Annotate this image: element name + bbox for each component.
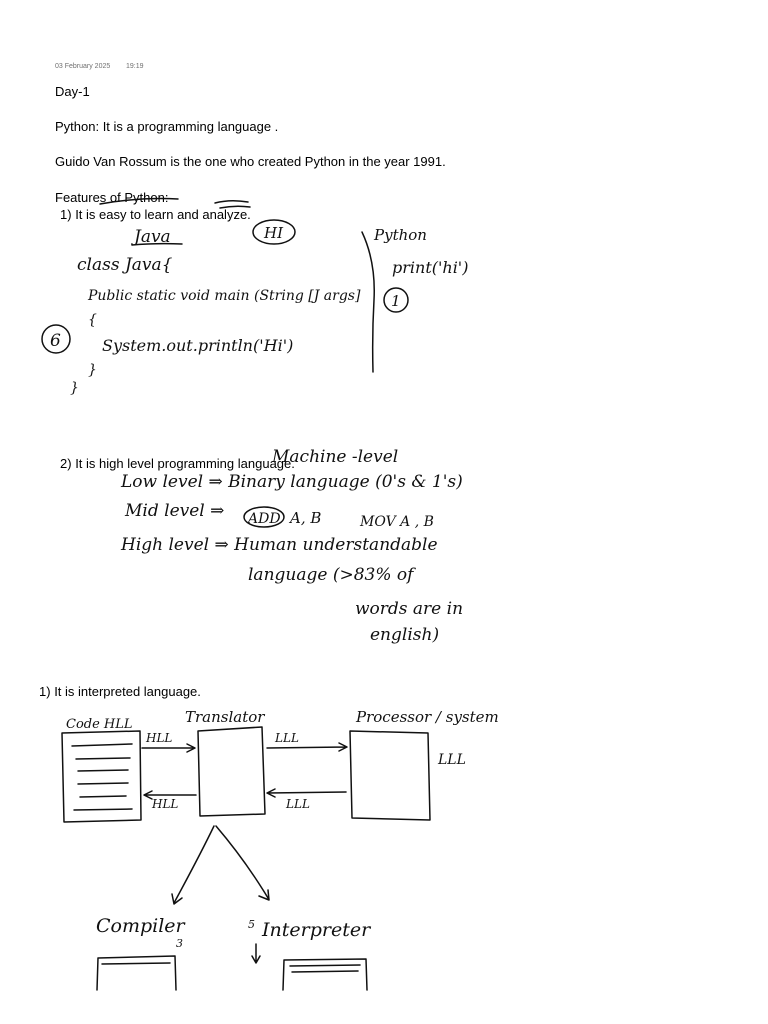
hw-hi: HI: [264, 224, 284, 242]
ink-down-arrow: [252, 944, 260, 963]
hw-mov: MOV A , B: [360, 514, 434, 530]
hw-print-hi: print('hi'): [392, 258, 469, 277]
hw-processor: Processor / system: [356, 708, 499, 726]
hw-python: Python: [374, 226, 427, 244]
hw-machine-level: Machine -level: [272, 447, 399, 467]
ink-interpreter-box: [283, 959, 367, 990]
ink-arrow-lll-left: [267, 789, 346, 797]
hw-java: Java: [134, 227, 171, 247]
feature-text: It is high level programming language.: [75, 456, 295, 471]
feature-number: 1): [39, 684, 51, 699]
page-title: Day-1: [55, 84, 90, 99]
hw-words: words are in: [355, 599, 464, 619]
hw-translator: Translator: [185, 708, 265, 726]
hw-class-java: class Java{: [77, 255, 173, 275]
ink-compiler-box: [97, 956, 176, 990]
feature-text: It is interpreted language.: [54, 684, 201, 699]
ink-underline-marks: [215, 201, 250, 208]
feature-number: 1): [60, 207, 72, 222]
hw-add: ADD: [248, 511, 281, 527]
hw-low-level: Low level ⇒ Binary language (0's & 1's): [121, 472, 463, 492]
hw-high-level: High level ⇒ Human understandable: [121, 535, 438, 555]
hw-compiler: Compiler: [96, 915, 185, 937]
note-time: 19:19: [126, 63, 144, 70]
hw-six: 6: [50, 331, 61, 351]
hw-english: english): [370, 625, 440, 645]
hw-brace-close-2: }: [70, 380, 79, 396]
ink-divider: [362, 232, 374, 372]
hw-brace-close: }: [88, 362, 97, 378]
hw-lll-top: LLL: [275, 731, 299, 745]
hw-sysout: System.out.println('Hi'): [102, 336, 294, 355]
hw-lll-bottom: LLL: [286, 797, 310, 811]
features-heading: Features of Python:: [55, 190, 169, 205]
hw-code-hll: Code HLL: [66, 717, 133, 732]
hw-brace-open: {: [88, 312, 97, 328]
hw-language-pct: language (>83% of: [248, 565, 414, 585]
ink-code-lines: [72, 744, 132, 810]
ink-processor-box: [350, 731, 430, 820]
intro-text: Python: It is a programming language .: [55, 119, 279, 134]
hw-hll-bottom: HLL: [152, 797, 179, 811]
feature-number: 2): [60, 456, 72, 471]
ink-arrow-hll-right: [142, 744, 195, 752]
hw-num-3: 3: [176, 937, 183, 950]
hw-interpreter: Interpreter: [262, 919, 371, 941]
hw-num-5: 5: [248, 918, 255, 931]
hw-one: 1: [391, 292, 401, 310]
hw-add-args: A, B: [290, 509, 322, 527]
ink-underline-python: [100, 199, 178, 204]
hw-mid-level: Mid level ⇒: [125, 501, 225, 521]
ink-arrow-to-interpreter: [216, 826, 269, 900]
hw-psvm: Public static void main (String [J args]: [88, 288, 361, 304]
creator-text: Guido Van Rossum is the one who created Python in the year 1991.: [55, 154, 446, 169]
hw-lll-side: LLL: [438, 752, 466, 768]
ink-arrow-to-compiler: [172, 826, 214, 904]
feature-text: It is easy to learn and analyze.: [75, 207, 251, 222]
hw-hll-top: HLL: [146, 731, 173, 745]
note-date: 03 February 2025: [55, 63, 111, 70]
ink-translator-box: [198, 727, 265, 816]
